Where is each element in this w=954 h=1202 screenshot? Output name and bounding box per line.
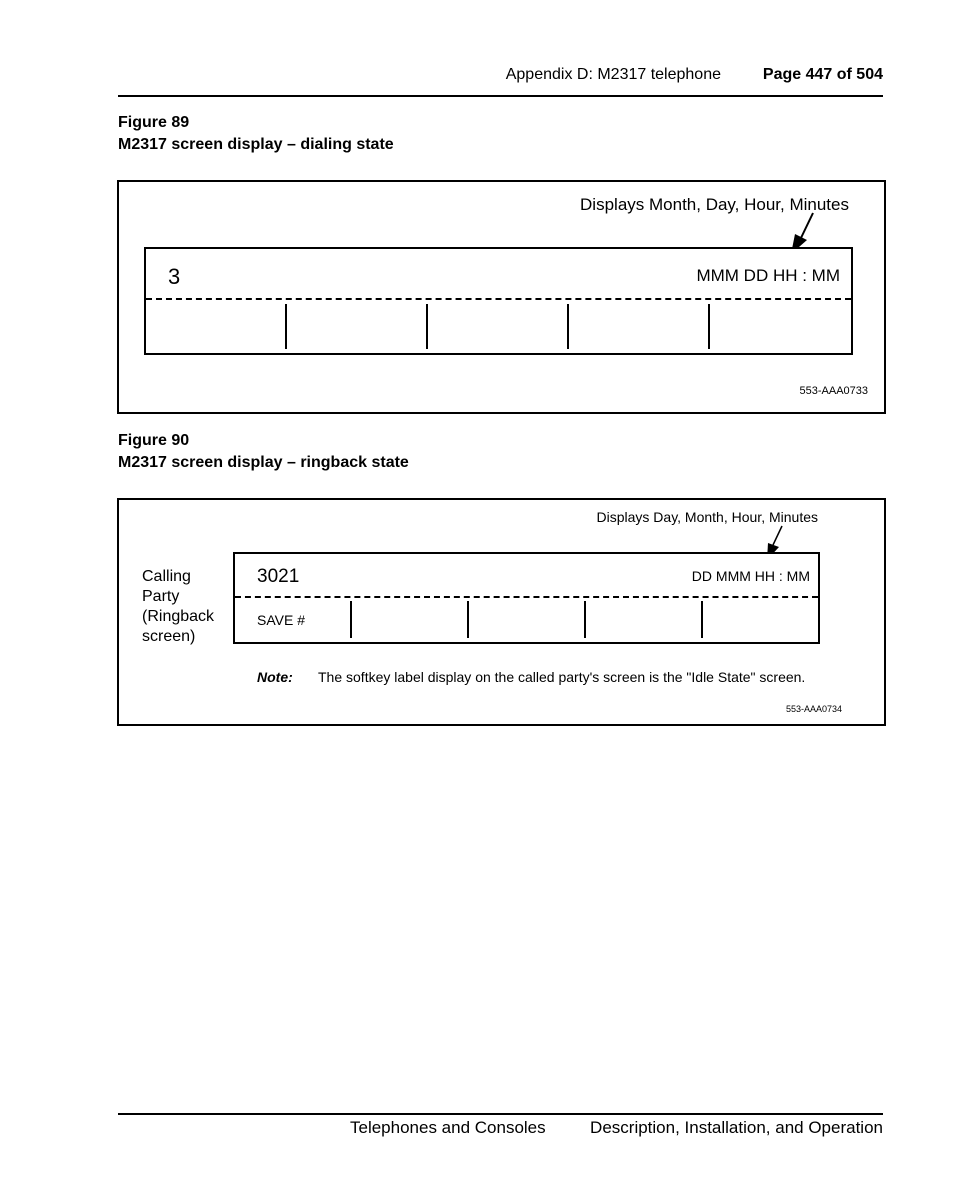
header-page-number: Page 447 of 504 [762,66,883,83]
side-label-line: Party [142,588,180,605]
figure-90-softkey-divider [350,601,352,638]
figure-90-softkey-divider [467,601,469,638]
figure-89-id: 553-AAA0733 [799,385,868,397]
figure-89-softkey-divider [426,304,428,349]
figure-89-softkey-divider [708,304,710,349]
figure-90-screen-datetime: DD MMM HH : MM [691,568,810,584]
figure-89-callout: Displays Month, Day, Hour, Minutes [580,195,849,214]
footer-book-title: Telephones and Consoles [350,1118,546,1137]
figure-90-screen [233,552,820,644]
figure-90-callout: Displays Day, Month, Hour, Minutes [596,509,818,525]
figure-89-softkey-separator [146,298,851,300]
figure-90-box [117,498,886,726]
page-header [118,64,883,94]
figure-89-caption: M2317 screen display – dialing state [118,136,394,153]
figure-90-softkey-separator [235,596,818,598]
figure-90-softkey-divider [584,601,586,638]
figure-90-id: 553-AAA0734 [785,704,842,714]
side-label-line: (Ringback [142,608,215,625]
figure-90-softkey-save: SAVE # [257,612,305,628]
figure-89-number: Figure 89 [118,114,190,131]
figure-90-caption: M2317 screen display – ringback state [118,454,409,471]
footer-rule [118,1113,883,1115]
figure-89-box [117,180,886,414]
figure-90-number: Figure 90 [118,432,190,449]
figure-89-screen-datetime: MMM DD HH : MM [696,266,840,285]
figure-89-screen-number: 3 [168,264,181,289]
figure-89-softkey-divider [285,304,287,349]
figure-90-side-label [142,567,214,647]
figure-90-screen-number: 3021 [257,566,300,587]
figure-90-note-text: The softkey label display on the called party's screen is the "Idle State" screen. [318,669,806,685]
header-chapter-title: Appendix D: M2317 telephone [505,66,721,83]
figure-90-softkey-divider [701,601,703,638]
header-rule [118,95,883,97]
figure-90-note-label: Note: [257,669,293,685]
side-label-line: screen) [142,628,196,645]
footer-book-subtitle: Description, Installation, and Operation [590,1118,883,1137]
figure-89-softkey-divider [567,304,569,349]
side-label-line: Calling [142,568,191,585]
figure-89-screen [144,247,853,355]
